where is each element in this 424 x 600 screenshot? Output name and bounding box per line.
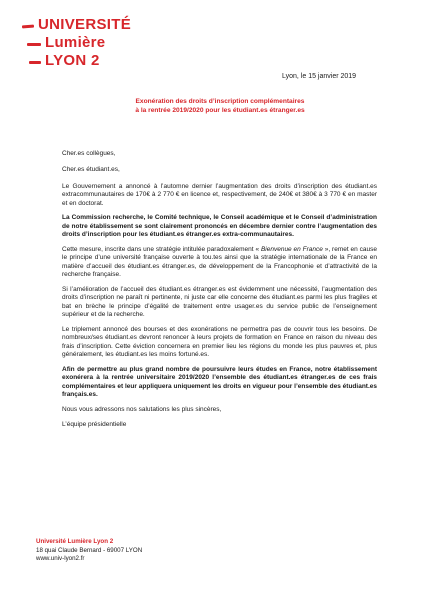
logo-line-1: UNIVERSITÉ — [38, 16, 132, 33]
greeting-students: Cher.es étudiant.es, — [62, 166, 120, 174]
logo-line-2: Lumière — [45, 34, 106, 51]
subject-line-1: Exonération des droits d’inscription complémentaires — [135, 98, 305, 105]
paragraph-announcement: Le Gouvernement a annoncé à l’automne dernier l’augmentation des droits d’inscription des étudiant.es extracommunautaires de 170€ à 2 770 € en licence et, respectivement, de 240€ et 380€ à 3 770 € en master et en doctorat. — [62, 182, 377, 207]
subject-line-2: à la rentrée 2019/2020 pour les étudiant.es étranger.es — [135, 107, 305, 114]
strategy-text-after: », remet en cause le principe d’une université française ouverte à tou.tes ainsi que la stratégie internationale de la France en matière d’accueil des étudiant.es étranger.es, de développement de la Francophonie et d’attractivité de la recherche française. — [62, 246, 377, 279]
signature: L’équipe présidentielle — [62, 420, 127, 428]
logo-dash-3 — [29, 61, 41, 64]
footer-website[interactable]: www.univ-lyon2.fr — [36, 555, 85, 562]
logo-dash-2 — [27, 43, 41, 46]
strategy-title: Bienvenue en France — [260, 246, 323, 254]
paragraph-decision: Afin de permettre au plus grand nombre de poursuivre leurs études en France, notre établissement exonérera à la rentrée universitaire 2019/2020 l’ensemble des étudiant.es étranger.es de ces frais complémentaires et leur appliquera uniquement les droits en vigueur pour l’ensemble des étudiant.es français.es. — [62, 366, 377, 399]
paragraph-reception: Si l’amélioration de l’accueil des étudiant.es étranger.es est évidemment une nécessité, l’augmentation des droits d’inscription ne paraît ni pertinente, ni juste car elle concerne des étudiant.es parmi les plus fragiles et bat en brèche le principe d’égalité de traitement entre usager.es du service public de l’enseignement supérieur et de la recherche. — [62, 286, 377, 319]
paragraph-exonerations: Le triplement annoncé des bourses et des exonérations ne permettra pas de couvrir tous les besoins. De nombreux/ses étudiant.es devront renoncer à leurs projets de formation en France en raison du niveau des frais d’inscription. Cette éviction concernera en premier lieu les régions du monde les plus pauvres et, plus généralement, les étudiant.es les moins fortuné.es. — [62, 326, 377, 359]
university-logo — [18, 12, 136, 74]
footer-address: 18 quai Claude Bernard - 69007 LYON — [36, 546, 143, 554]
paragraph-councils: La Commission recherche, le Comité technique, le Conseil académique et le Conseil d’administration de notre établissement se sont clairement prononcés en décembre dernier contre l’augmentation des droits d’inscription pour les étudiant.es étranger.es extra-communautaires. — [62, 214, 377, 239]
letter-footer — [36, 538, 142, 564]
letter-date: Lyon, le 15 janvier 2019 — [282, 73, 357, 80]
strategy-text-before: Cette mesure, inscrite dans une stratégie intitulée paradoxalement « — [62, 246, 261, 254]
logo-dash-1 — [22, 25, 34, 29]
logo-line-3: LYON 2 — [45, 52, 100, 69]
letter-subject — [100, 97, 340, 115]
letter-body — [62, 150, 377, 436]
greeting-colleagues: Cher.es collègues, — [62, 150, 116, 157]
footer-university-name: Université Lumière Lyon 2 — [36, 538, 114, 545]
paragraph-strategy — [62, 246, 377, 280]
paragraph-closing: Nous vous adressons nos salutations les plus sincères, — [62, 406, 222, 414]
